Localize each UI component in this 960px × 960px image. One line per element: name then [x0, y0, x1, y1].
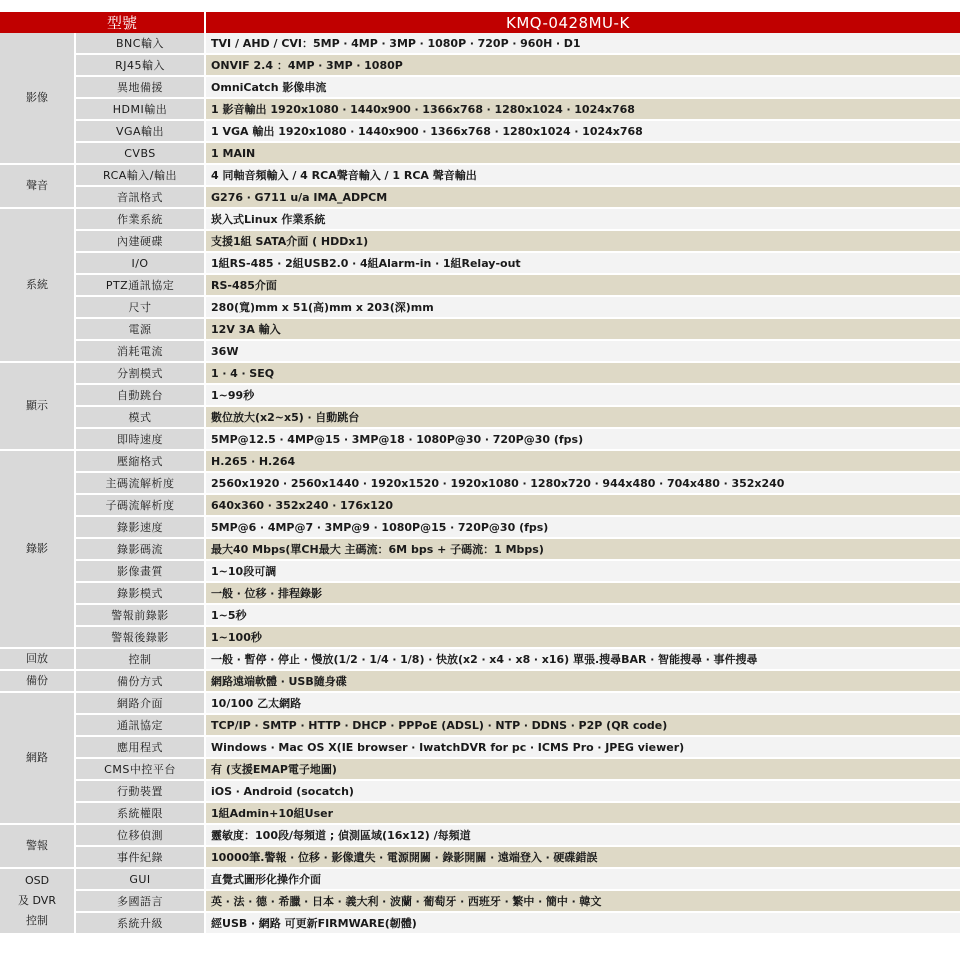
spec-label: CVBS — [76, 143, 206, 165]
spec-label: 系統權限 — [76, 803, 206, 825]
spec-row — [0, 583, 960, 605]
spec-row — [0, 341, 960, 363]
spec-value: RS-485介面 — [206, 275, 960, 297]
spec-label: 警報後錄影 — [76, 627, 206, 649]
spec-label: 尺寸 — [76, 297, 206, 319]
spec-label: 異地備援 — [76, 77, 206, 99]
spec-value: 5MP@12.5 ‧ 4MP@15 ‧ 3MP@18 ‧ 1080P@30 ‧ 720P@30 (fps) — [206, 429, 960, 451]
spec-row — [0, 209, 960, 231]
spec-label: 錄影碼流 — [76, 539, 206, 561]
spec-value: 5MP@6 ‧ 4MP@7 ‧ 3MP@9 ‧ 1080P@15 ‧ 720P@30 (fps) — [206, 517, 960, 539]
spec-value: 10/100 乙太網路 — [206, 693, 960, 715]
spec-row — [0, 143, 960, 165]
spec-label: CMS中控平台 — [76, 759, 206, 781]
category-label: OSD 及 DVR 控制 — [0, 869, 76, 935]
header-label: 型號 — [0, 12, 206, 33]
spec-value: iOS ‧ Android (socatch) — [206, 781, 960, 803]
category-label: 備份 — [0, 671, 76, 693]
spec-label: 錄影模式 — [76, 583, 206, 605]
spec-label: 網路介面 — [76, 693, 206, 715]
spec-value: 2560x1920 ‧ 2560x1440 ‧ 1920x1520 ‧ 1920x1080 ‧ 1280x720 ‧ 944x480 ‧ 704x480 ‧ 352x240 — [206, 473, 960, 495]
spec-label: 模式 — [76, 407, 206, 429]
spec-row — [0, 99, 960, 121]
spec-label: 警報前錄影 — [76, 605, 206, 627]
spec-value: 36W — [206, 341, 960, 363]
spec-label: 系統升級 — [76, 913, 206, 935]
spec-row — [0, 891, 960, 913]
category-label: 系統 — [0, 209, 76, 363]
category-label: 網路 — [0, 693, 76, 825]
spec-value: 4 同軸音頻輸入 / 4 RCA聲音輸入 / 1 RCA 聲音輸出 — [206, 165, 960, 187]
category-label: 回放 — [0, 649, 76, 671]
spec-row — [0, 121, 960, 143]
spec-label: 主碼流解析度 — [76, 473, 206, 495]
spec-value: 一般 ‧ 暫停 ‧ 停止 ‧ 慢放(1/2 ‧ 1/4 ‧ 1/8) ‧ 快放(x2 ‧ x4 ‧ x8 ‧ x16) 單張.搜尋BAR ‧ 智能搜尋 ‧ 事件搜尋 — [206, 649, 960, 671]
spec-row — [0, 187, 960, 209]
category-label: 聲音 — [0, 165, 76, 209]
spec-value: 數位放大(x2~x5) ‧ 自動跳台 — [206, 407, 960, 429]
category-label: 錄影 — [0, 451, 76, 649]
spec-row — [0, 671, 960, 693]
spec-table — [0, 12, 960, 935]
spec-row — [0, 231, 960, 253]
spec-label: 控制 — [76, 649, 206, 671]
spec-value: 12V 3A 輸入 — [206, 319, 960, 341]
spec-value: Windows ‧ Mac OS X(IE browser ‧ IwatchDVR for pc ‧ ICMS Pro ‧ JPEG viewer) — [206, 737, 960, 759]
spec-label: 事件紀錄 — [76, 847, 206, 869]
spec-label: 自動跳台 — [76, 385, 206, 407]
spec-row — [0, 55, 960, 77]
spec-row — [0, 77, 960, 99]
spec-label: GUI — [76, 869, 206, 891]
spec-label: HDMI輸出 — [76, 99, 206, 121]
spec-value: 英 ‧ 法 ‧ 德 ‧ 希臘 ‧ 日本 ‧ 義大利 ‧ 波蘭 ‧ 葡萄牙 ‧ 西班牙 ‧ 繁中 ‧ 簡中 ‧ 韓文 — [206, 891, 960, 913]
spec-value: 1 MAIN — [206, 143, 960, 165]
spec-value: 1~10段可調 — [206, 561, 960, 583]
spec-value: 有 (支援EMAP電子地圖) — [206, 759, 960, 781]
spec-label: 備份方式 — [76, 671, 206, 693]
spec-label: RCA輸入/輸出 — [76, 165, 206, 187]
spec-row — [0, 539, 960, 561]
category-label: 顯示 — [0, 363, 76, 451]
spec-label: 子碼流解析度 — [76, 495, 206, 517]
spec-label: RJ45輸入 — [76, 55, 206, 77]
spec-value: 直覺式圖形化操作介面 — [206, 869, 960, 891]
spec-value: 10000筆.警報 ‧ 位移 ‧ 影像遺失 ‧ 電源開關 ‧ 錄影開關 ‧ 遠端登入 ‧ 硬碟錯誤 — [206, 847, 960, 869]
spec-row — [0, 759, 960, 781]
spec-value: ONVIF 2.4 ：4MP ‧ 3MP ‧ 1080P — [206, 55, 960, 77]
spec-row — [0, 869, 960, 891]
spec-value: 1組Admin+10組User — [206, 803, 960, 825]
spec-row — [0, 473, 960, 495]
spec-value: 640x360 ‧ 352x240 ‧ 176x120 — [206, 495, 960, 517]
spec-row — [0, 803, 960, 825]
spec-label: 通訊協定 — [76, 715, 206, 737]
spec-row — [0, 407, 960, 429]
spec-row — [0, 363, 960, 385]
spec-label: 分割模式 — [76, 363, 206, 385]
spec-row — [0, 165, 960, 187]
spec-row — [0, 627, 960, 649]
spec-label: VGA輸出 — [76, 121, 206, 143]
spec-row — [0, 495, 960, 517]
spec-value: 崁入式Linux 作業系統 — [206, 209, 960, 231]
spec-value: 1~5秒 — [206, 605, 960, 627]
spec-row — [0, 385, 960, 407]
spec-label: 音訊格式 — [76, 187, 206, 209]
spec-label: 位移偵測 — [76, 825, 206, 847]
spec-value: TCP/IP ‧ SMTP ‧ HTTP ‧ DHCP ‧ PPPoE (ADSL) ‧ NTP ‧ DDNS ‧ P2P (QR code) — [206, 715, 960, 737]
spec-value: TVI / AHD / CVI：5MP ‧ 4MP ‧ 3MP ‧ 1080P ‧ 720P ‧ 960H ‧ D1 — [206, 33, 960, 55]
spec-row — [0, 649, 960, 671]
spec-row — [0, 517, 960, 539]
spec-value: 網路遠端軟體 ‧ USB隨身碟 — [206, 671, 960, 693]
spec-value: 280(寬)mm x 51(高)mm x 203(深)mm — [206, 297, 960, 319]
spec-row — [0, 33, 960, 55]
spec-value: G276 ‧ G711 u/a IMA_ADPCM — [206, 187, 960, 209]
spec-row — [0, 737, 960, 759]
spec-value: H.265 ‧ H.264 — [206, 451, 960, 473]
spec-row — [0, 451, 960, 473]
spec-value: OmniCatch 影像串流 — [206, 77, 960, 99]
spec-value: 1 影音輸出 1920x1080 ‧ 1440x900 ‧ 1366x768 ‧ 1280x1024 ‧ 1024x768 — [206, 99, 960, 121]
spec-row — [0, 253, 960, 275]
spec-row — [0, 825, 960, 847]
spec-row — [0, 297, 960, 319]
spec-row — [0, 693, 960, 715]
spec-row — [0, 913, 960, 935]
spec-label: 錄影速度 — [76, 517, 206, 539]
spec-value: 1~99秒 — [206, 385, 960, 407]
spec-row — [0, 715, 960, 737]
spec-value: 靈敏度：100段/每頻道 ; 偵測區域(16x12) /每頻道 — [206, 825, 960, 847]
model-name: KMQ-0428MU-K — [206, 12, 960, 33]
spec-row — [0, 275, 960, 297]
spec-label: PTZ通訊協定 — [76, 275, 206, 297]
spec-value: 1~100秒 — [206, 627, 960, 649]
spec-row — [0, 847, 960, 869]
spec-label: 行動裝置 — [76, 781, 206, 803]
spec-label: 壓縮格式 — [76, 451, 206, 473]
spec-label: 應用程式 — [76, 737, 206, 759]
spec-row — [0, 561, 960, 583]
spec-label: 即時速度 — [76, 429, 206, 451]
spec-value: 1 VGA 輸出 1920x1080 ‧ 1440x900 ‧ 1366x768 ‧ 1280x1024 ‧ 1024x768 — [206, 121, 960, 143]
spec-label: I/O — [76, 253, 206, 275]
spec-label: 影像畫質 — [76, 561, 206, 583]
spec-value: 一般 ‧ 位移 ‧ 排程錄影 — [206, 583, 960, 605]
spec-row — [0, 429, 960, 451]
spec-value: 支援1組 SATA介面 ( HDDx1) — [206, 231, 960, 253]
spec-value: 最大40 Mbps(單CH最大 主碼流：6M bps + 子碼流：1 Mbps) — [206, 539, 960, 561]
spec-value: 1組RS-485 ‧ 2組USB2.0 ‧ 4組Alarm-in ‧ 1組Relay-out — [206, 253, 960, 275]
spec-row — [0, 781, 960, 803]
spec-label: 內建硬碟 — [76, 231, 206, 253]
spec-row — [0, 605, 960, 627]
category-label: 影像 — [0, 33, 76, 165]
spec-label: 消耗電流 — [76, 341, 206, 363]
category-label: 警報 — [0, 825, 76, 869]
spec-label: BNC輸入 — [76, 33, 206, 55]
spec-label: 電源 — [76, 319, 206, 341]
spec-row — [0, 319, 960, 341]
spec-value: 1 ‧ 4 ‧ SEQ — [206, 363, 960, 385]
spec-label: 作業系統 — [76, 209, 206, 231]
header-row — [0, 12, 960, 33]
spec-label: 多國語言 — [76, 891, 206, 913]
spec-value: 經USB ‧ 網路 可更新FIRMWARE(韌體) — [206, 913, 960, 935]
